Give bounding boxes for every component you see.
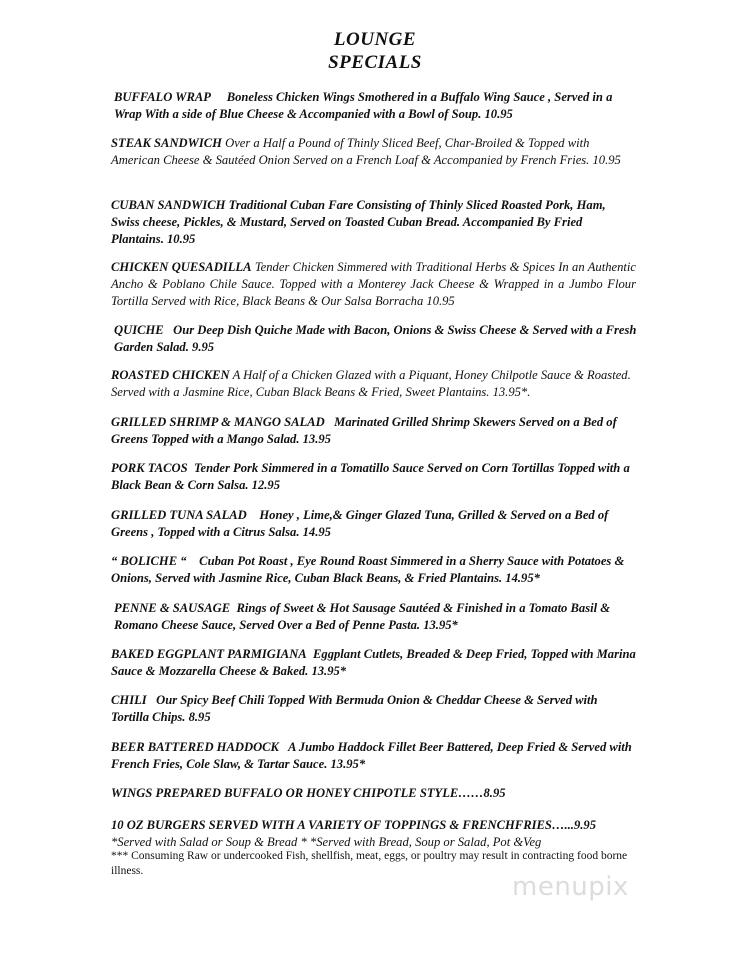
- item-name: CHILI: [111, 693, 147, 707]
- item-name: CHICKEN QUESADILLA: [111, 260, 252, 274]
- menu-item-boliche: [111, 553, 646, 587]
- item-description: Over a Half a Pound of Thinly Sliced Beef, Char-Broiled & Topped with American Cheese & Sautéed Onion Served on a French Loaf & Accompanied by French Fries. 10.95: [111, 136, 621, 167]
- menu-item-beer-battered-haddock: [111, 739, 636, 773]
- food-safety-disclaimer: *** Consuming Raw or undercooked Fish, shellfish, meat, eggs, or poultry may result in contracting food borne illness.: [111, 850, 628, 877]
- item-name: 10 OZ BURGERS SERVED WITH A VARIETY OF TOPPINGS & FRENCHFRIES…...9.95: [111, 818, 596, 832]
- item-description: Rings of Sweet & Hot Sausage Sautéed & Finished in a Tomato Basil & Romano Cheese Sauce, Served Over a Bed of Penne Pasta. 13.95*: [114, 601, 611, 632]
- item-name: ROASTED CHICKEN: [111, 368, 230, 382]
- menu-item-burgers: [111, 817, 651, 834]
- menu-item-baked-eggplant-parmigiana: [111, 646, 636, 680]
- item-description: A Jumbo Haddock Fillet Beer Battered, Deep Fried & Served with French Fries, Cole Slaw, & Tartar Sauce. 13.95*: [111, 740, 632, 771]
- menu-item-quiche: [114, 322, 639, 356]
- item-description: Cuban Pot Roast , Eye Round Roast Simmered in a Sherry Sauce with Potatoes & Onions, Served with Jasmine Rice, Cuban Black Beans, & Fried Plantains. 14.95*: [111, 554, 625, 585]
- serving-notes: *Served with Salad or Soup & Bread * *Served with Bread, Soup or Salad, Pot &Veg: [111, 835, 542, 849]
- menu-item-grilled-shrimp-mango-salad: [111, 414, 636, 448]
- menu-item-chili: [111, 692, 636, 726]
- item-description: Our Spicy Beef Chili Topped With Bermuda Onion & Cheddar Cheese & Served with Tortilla Chips. 8.95: [111, 693, 598, 724]
- item-name: BUFFALO WRAP: [114, 90, 211, 104]
- menu-item-wings: [111, 785, 636, 802]
- menu-item-chicken-quesadilla: [111, 259, 636, 309]
- item-name: WINGS PREPARED BUFFALO OR HONEY CHIPOTLE STYLE……8.95: [111, 786, 506, 800]
- item-name: BEER BATTERED HADDOCK: [111, 740, 279, 754]
- item-name: PENNE & SAUSAGE: [114, 601, 231, 615]
- menu-item-cuban-sandwich: [111, 197, 636, 247]
- item-description: Eggplant Cutlets, Breaded & Deep Fried, Topped with Marina Sauce & Mozzarella Cheese & Baked. 13.95*: [111, 647, 636, 678]
- item-description: Marinated Grilled Shrimp Skewers Served on a Bed of Greens Topped with a Mango Salad. 13.95: [111, 415, 617, 446]
- item-name: QUICHE: [114, 323, 164, 337]
- menu-title-line2: SPECIALS: [328, 52, 422, 73]
- item-description: Our Deep Dish Quiche Made with Bacon, Onions & Swiss Cheese & Served with a Fresh Garden Salad. 9.95: [114, 323, 637, 354]
- item-description: A Half of a Chicken Glazed with a Piquant, Honey Chilpotle Sauce & Roasted. Served with a Jasmine Rice, Cuban Black Beans & Fried, Sweet Plantains. 13.95*.: [111, 368, 631, 399]
- item-name: GRILLED SHRIMP & MANGO SALAD: [111, 415, 325, 429]
- item-description: Boneless Chicken Wings Smothered in a Buffalo Wing Sauce , Served in a Wrap With a side of Blue Cheese & Accompanied with a Bowl of Soup. 10.95: [114, 90, 613, 121]
- item-description: Tender Chicken Simmered with Traditional Herbs & Spices In an Authentic Ancho & Poblano Chile Sauce. Topped with a Monterey Jack Cheese & Wrapped in a Jumbo Flour Tortilla Served with Rice, Black Beans & Our Salsa Borracha 10.95: [111, 260, 636, 308]
- item-description: Honey , Lime,& Ginger Glazed Tuna, Grilled & Served on a Bed of Greens , Topped with a Citrus Salsa. 14.95: [111, 508, 609, 539]
- item-description: Traditional Cuban Fare Consisting of Thinly Sliced Roasted Pork, Ham, Swiss cheese, Pickles, & Mustard, Served on Toasted Cuban Bread. Accompanied By Fried Plantains. 10.95: [111, 198, 606, 246]
- menu-item-roasted-chicken: [111, 367, 636, 401]
- menu-item-penne-sausage: [114, 600, 639, 634]
- menu-item-steak-sandwich: [111, 135, 636, 169]
- item-description: Tender Pork Simmered in a Tomatillo Sauce Served on Corn Tortillas Topped with a Black Bean & Corn Salsa. 12.95: [111, 461, 630, 492]
- item-name: “ BOLICHE “: [111, 554, 187, 568]
- menu-item-buffalo-wrap: [114, 89, 639, 123]
- item-name: CUBAN SANDWICH: [111, 198, 226, 212]
- item-name: PORK TACOS: [111, 461, 188, 475]
- menupix-watermark: menupix: [512, 872, 629, 902]
- menu-item-pork-tacos: [111, 460, 636, 494]
- menu-title-line1: LOUNGE: [333, 29, 417, 50]
- item-name: BAKED EGGPLANT PARMIGIANA: [111, 647, 307, 661]
- menu-item-grilled-tuna-salad: [111, 507, 636, 541]
- item-name: GRILLED TUNA SALAD: [111, 508, 247, 522]
- item-name: STEAK SANDWICH: [111, 136, 222, 150]
